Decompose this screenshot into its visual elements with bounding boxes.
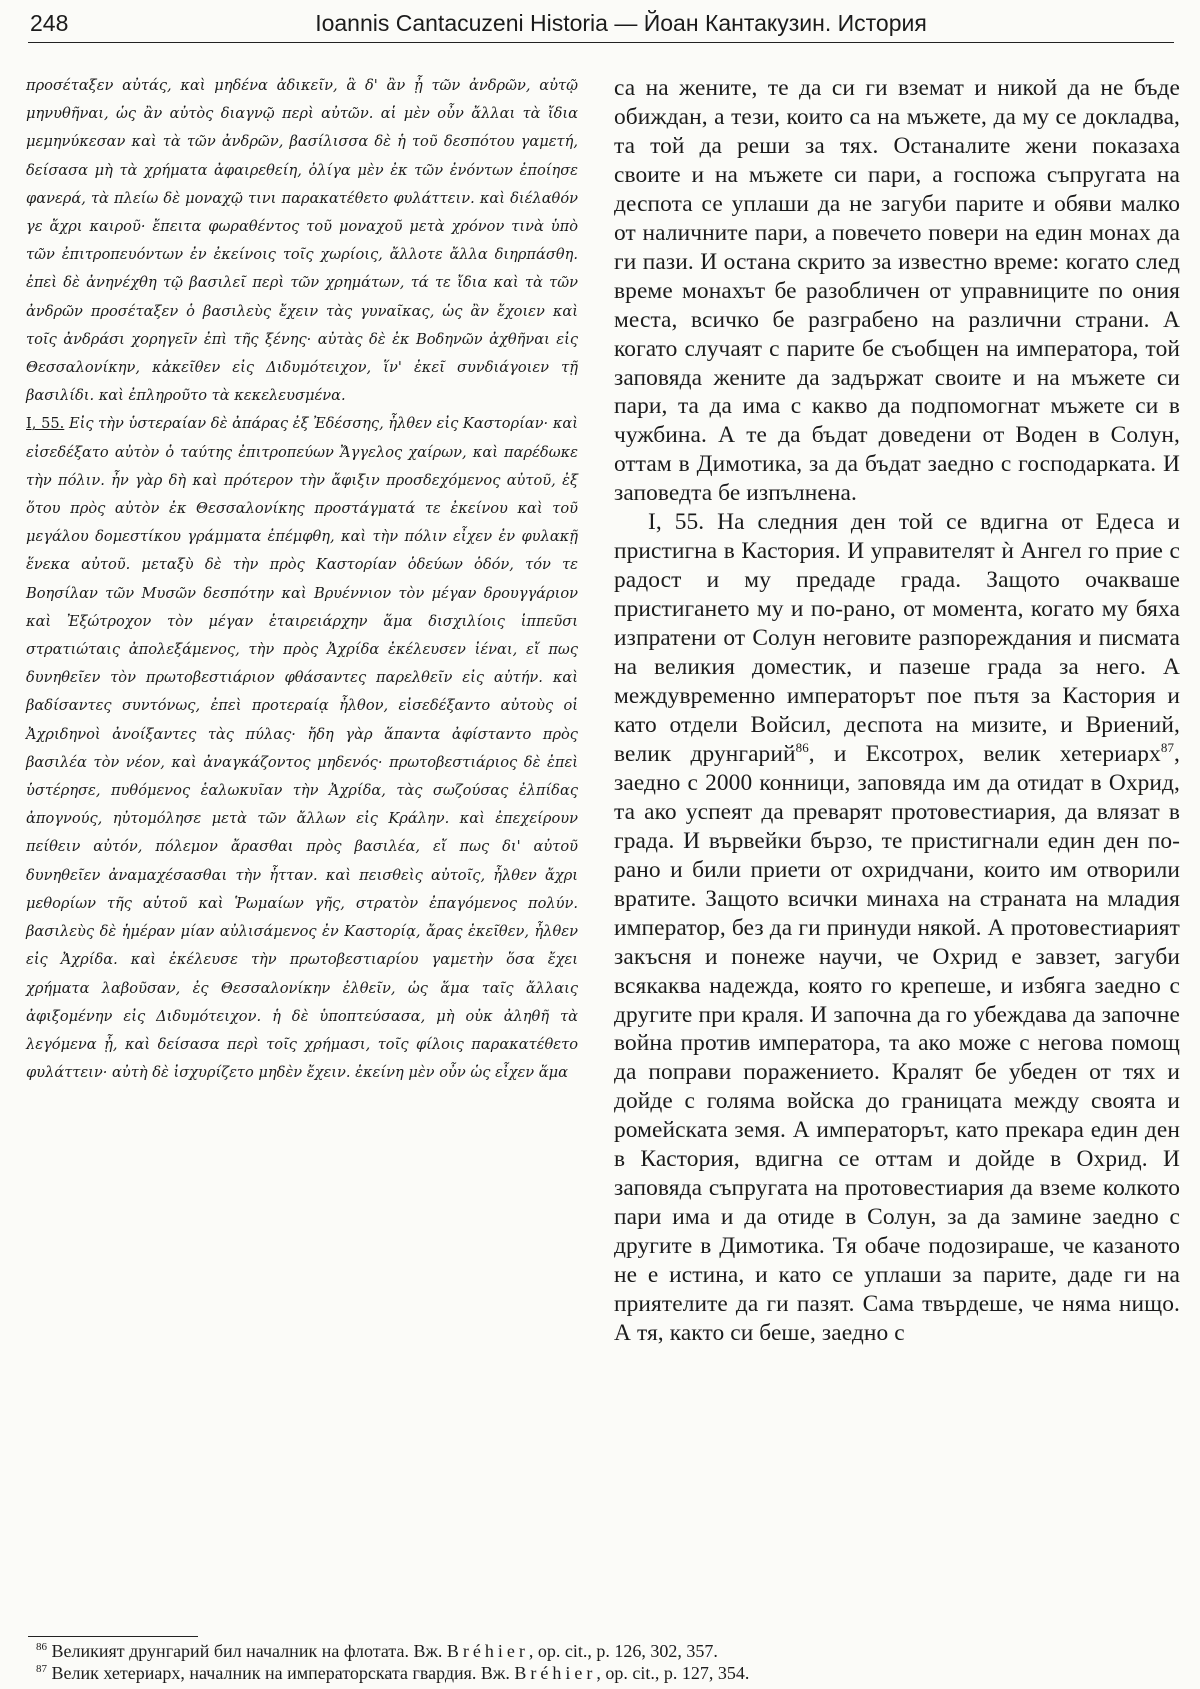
footnote-text: Велик хетериарх, началник на императорската гвардия. Вж.	[51, 1663, 515, 1683]
bulgarian-paragraph-1: са на жените, те да си ги вземат и никой да не бъде обиждан, а тези, които са на мъжете, да му се докладва, та той да реши за тях. Останалите жени показаха своите и на мъжете си пари, а госпожа съпругата на деспота се уплаши да не загуби парите и обяви малко от наличните пари, а повечето повери на един монах да ги пази. И остана скрито за известно време: когато след време монахът бе разобличен от управниците по ония места, всичко бе разграбено на различни страни. А когато случаят с парите бе съобщен на императора, той заповяда жените да задържат своите и на мъжете си пари, та да има с какво да подпомогнат мъжете си в чужбина. А те да бъдат доведени от Воден в Солун, оттам в Димотика, за да бъдат заедно с господарката. И заповедта бе изпълнена.	[614, 75, 1180, 507]
bulgarian-paragraph-2-part-c: , заедно с 2000 конници, заповяда им да отидат в Охрид, та ако успеят да преварят протовестиария, да влязат в града. И вървейки бързо, те пристигнали един ден по-рано и били приети от охридчани, които им отворили вратите. Защото всички минаха на страната на младия император, без да ги принуди някой. А протовестиарият закъсня и понеже научи, че Охрид е завзет, загуби всякаква надежда, която го крепеше, и избяга заедно с другите при краля. И започна да го убеждава да започне война против императора, та ако може с негова помощ да поправи поражението. Кралят бе убеден от тях и дойде с голяма войска до границата между своята и ромейската земя. А императорът, като прекара един ден в Кастория, вдигна се оттам и дойде в Охрид. И заповяда съпругата на протовестиария да вземе колкото пари има и да отиде в Солун, за да замине заедно с другите в Димотика. Тя обаче подозираше, че казаното не е истина, и като се уплаши за парите, даде ги на приятелите да ги пазят. Сама твърдеше, че няма нищо. А тя, както си беше, заедно с	[614, 740, 1180, 1346]
footnote-ref-86[interactable]: 86	[795, 739, 809, 755]
footnote-text: Великият друнгарий бил началник на флотата. Вж.	[51, 1641, 447, 1661]
running-title: Ioannis Cantacuzeni Historia — Йоан Кантакузин. История	[315, 10, 927, 36]
greek-paragraph-2	[26, 410, 578, 1087]
footnote-number: 86	[36, 1641, 47, 1653]
footnote-ref-87[interactable]: 87	[1160, 739, 1175, 755]
greek-paragraph-2-text: Εἰς τὴν ὑστεραίαν δὲ ἀπάρας ἐξ Ἐδέσσης, ἦλθεν εἰς Καστορίαν· καὶ εἰσεδέξατο αὐτὸν ὁ ταύτης ἐπιτροπεύων Ἄγγελος χαίρων, καὶ παρέδωκε τὴν πόλιν. ἦν γὰρ δὴ καὶ πρότερον τὴν ἄφιξιν προσδεχόμενος αὐτοῦ, ἐξ ὅτου πρὸς αὐτὸν ἐκ Θεσσαλονίκης προστάγματά τε ἐκείνου καὶ τοῦ μεγάλου δομεστίκου γράμματα ἐπέμφθη, καὶ τὴν πόλιν εἶχεν ἐν φυλακῇ ἕνεκα αὐτοῦ. μεταξὺ δὲ τὴν πρὸς Καστορίαν ὁδεύων ὁδόν, τόν τε Βοησίλαν τῶν Μυσῶν δεσπότην καὶ Βρυέννιον τὸν μέγαν δρουγγάριον καὶ Ἐξώτροχον τὸν μέγαν ἑταιρειάρχην ἅμα δισχιλίοις ἱππεῦσι στρατιώταις ἀπολεξάμενος, τὴν πρὸς Ἀχρίδα ἐκέλευσεν ἰέναι, εἴ πως δυνηθεῖεν τὸν πρωτοβεστιάριον φθάσαντες παρελθεῖν εἰς αὐτήν. καὶ βαδίσαντες συντόνως, ἐπεὶ προτεραίᾳ ἦλθον, εἰσεδέξαντο αὐτοὺς οἱ Ἀχριδηνοὶ ἀνοίξαντες τὰς πύλας· ἤδη γὰρ ἅπαντα ἀφίσταντο πρὸς βασιλέα τὸν νέον, καὶ ἀναγκάζοντος μηδενός· πρωτοβεστιάριος δὲ ἐπεὶ ὑστέρησε, πυθόμενος ἑαλωκυῖαν τὴν Ἀχρίδα, τὰς σωζούσας ἐλπίδας ἀπογνούς, ηὐτομόλησε μετὰ τῶν ἄλλων εἰς Κράλην. καὶ ἐπεχείρουν πείθειν αὐτόν, πόλεμον ἄρασθαι πρὸς βασιλέα, εἴ πως δι' αὐτοῦ δυνηθεῖεν ἀναμαχέσασθαι τὴν ἧτταν. καὶ πεισθεὶς αὐτοῖς, ἦλθεν ἄχρι μεθορίων τῆς αὑτοῦ καὶ Ῥωμαίων γῆς, στρατὸν ἐπαγόμενος πολύν. βασιλεὺς δὲ ἡμέραν μίαν αὐλισάμενος ἐν Καστορίᾳ, ἄρας ἐκεῖθεν, ἦλθεν εἰς Ἀχρίδα. καὶ ἐκέλευσε τὴν πρωτοβεστιαρίου γαμετὴν ὅσα ἔχει χρήματα λαβοῦσαν, ἐς Θεσσαλονίκην ἐλθεῖν, ὡς ἅμα ταῖς ἄλλαις ἀφιξομένην εἰς Διδυμότειχον. ἡ δὲ ὑποπτεύσασα, μὴ οὐκ ἀληθῆ τὰ λεγόμενα ᾖ, καὶ δείσασα περὶ τοῖς χρήμασι, τοῖς φίλοις παρακατέθετο φυλάττειν· αὐτὴ δὲ ἰσχυρίζετο μηδὲν ἔχειν. ἐκείνη μὲν οὖν ὡς εἶχεν ἅμα	[26, 415, 578, 1082]
footnote-author: Bréhier	[446, 1641, 529, 1661]
bulgarian-paragraph-2	[614, 508, 1180, 1348]
page-header	[28, 4, 1174, 43]
bulgarian-translation-column	[614, 74, 1180, 1348]
greek-text-column	[26, 72, 578, 1087]
bulgarian-paragraph-2-part-b: , и Ексотрох, велик хетериарх	[808, 740, 1161, 767]
footnote-citation: , op. cit., p. 126, 302, 357.	[528, 1641, 718, 1661]
footnote-86	[36, 1640, 1180, 1662]
section-marker: I, 55.	[26, 415, 65, 433]
page-number: 248	[30, 10, 69, 36]
footnote-number: 87	[36, 1663, 47, 1675]
footnote-author: Bréhier	[514, 1663, 597, 1683]
footnote-divider	[28, 1636, 198, 1637]
footnotes	[36, 1640, 1180, 1684]
greek-paragraph-1: προσέταξεν αὐτάς, καὶ μηδένα ἀδικεῖν, ἃ δ' ἂν ᾖ τῶν ἀνδρῶν, αὐτῷ μηνυθῆναι, ὡς ἂν αὐτὸς διαγνῷ περὶ αὐτῶν. αἱ μὲν οὖν ἄλλαι τὰ ἴδια μεμηνύκεσαν καὶ τὰ τῶν ἀνδρῶν, βασίλισσα δὲ ἡ τοῦ δεσπότου γαμετή, δείσασα μὴ τὰ χρήματα ἀφαιρεθείη, ὀλίγα μὲν ἐκ τῶν ἐνόντων ἐποίησε φανερά, τὰ πλείω δὲ μοναχῷ τινι παρακατέθετο φυλάττειν. καὶ διέλαθόν γε ἄχρι καιροῦ· ἔπειτα φωραθέντος τοῦ μοναχοῦ μετὰ χρόνον τινὰ ὑπὸ τῶν ἐπιτροπευόντων ἐν ἐκείνοις τοῖς χωρίοις, ἄλλοτε ἄλλα διηρπάσθη. ἐπεὶ δὲ ἀνηνέχθη τῷ βασιλεῖ περὶ τῶν χρημάτων, τά τε ἴδια καὶ τὰ τῶν ἀνδρῶν προσέταξεν ὁ βασιλεὺς ἔχειν τὰς γυναῖκας, ὡς ἂν ἔχοιεν καὶ τοῖς ἀνδράσι χορηγεῖν ἐπὶ τῆς ξένης· αὐτὰς δὲ ἐκ Βοδηνῶν ἀχθῆναι εἰς Θεσσαλονίκην, κἀκεῖθεν εἰς Διδυμότειχον, ἵν' ἐκεῖ συνδιάγοιεν τῇ βασιλίδι. καὶ ἐπληροῦτο τὰ κεκελευσμένα.	[26, 77, 578, 405]
bulgarian-paragraph-2-part-a: I, 55. На следния ден той се вдигна от Едеса и пристигна в Кастория. И управителят ѝ Ангел го прие с радост и му предаде града. Защото очакваше пристигането му и по-рано, от момента, когато му бяха изпратени от Солун неговите разпореждания и писмата на великия доместик, и пазеше града за него. А междувременно императорът пое пътя за Кастория и като отдели Войсил, деспота на мизите, и Вриений, велик друнгарий	[614, 509, 1180, 767]
footnote-citation: , op. cit., p. 127, 354.	[596, 1663, 750, 1683]
footnote-87	[36, 1662, 1180, 1684]
